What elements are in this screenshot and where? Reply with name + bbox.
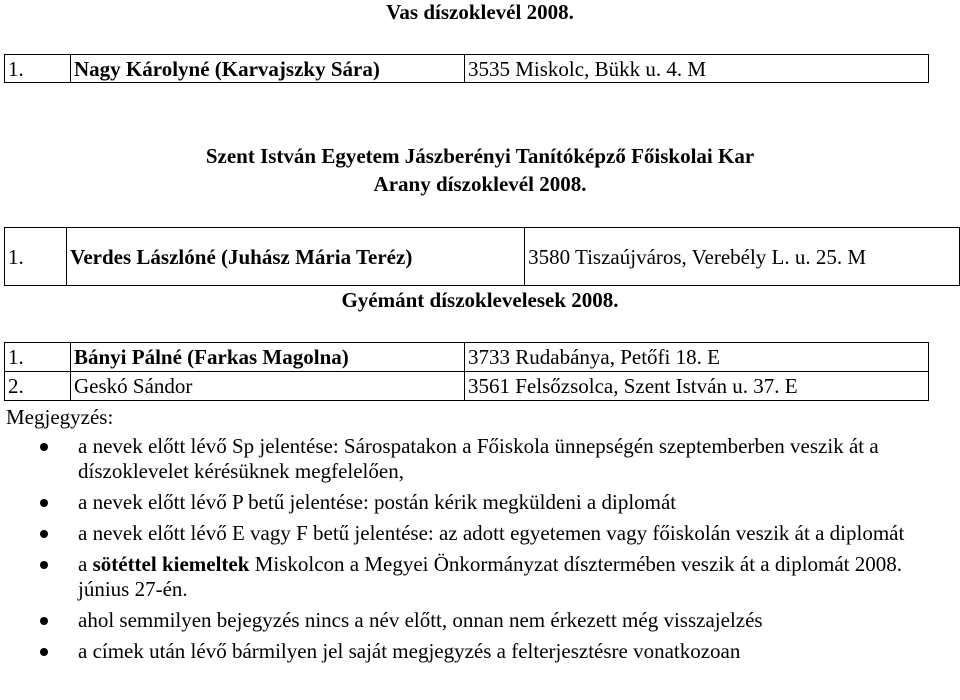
note-text-bold: sötéttel kiemeltek — [92, 552, 250, 576]
row-number: 1. — [5, 343, 71, 372]
note-text-suffix: Miskolcon a Megyei Önkormányzat dísztermében veszik át a diplomát 2008. június 27-én. — [78, 552, 903, 601]
notes-list — [0, 434, 960, 670]
bullet-icon — [40, 499, 48, 507]
row-address: 3561 Felsőzsolca, Szent István u. 37. E — [465, 372, 929, 401]
row-address: 3580 Tiszaújváros, Verebély L. u. 25. M — [525, 228, 960, 286]
note-text-prefix: a — [78, 552, 93, 576]
note-text: a nevek előtt lévő Sp jelentése: Sárospatakon a Főiskola ünnepségén szeptemberben veszik át a díszoklevelet kérésüknek megfelelően, — [78, 434, 879, 483]
bullet-icon — [40, 530, 48, 538]
row-number: 2. — [5, 372, 71, 401]
gold-diploma-title: Arany díszoklevél 2008. — [373, 172, 587, 196]
bullet-icon — [40, 648, 48, 656]
table-row — [5, 228, 960, 286]
row-name: Verdes Lászlóné (Juhász Mária Teréz) — [67, 228, 525, 286]
note-text: a nevek előtt lévő E vagy F betű jelentése: az adott egyetemen vagy főiskolán veszik át a diplomát — [78, 521, 905, 545]
row-address: 3535 Miskolc, Bükk u. 4. M — [465, 55, 929, 83]
list-item — [0, 490, 960, 515]
bullet-icon — [40, 617, 48, 625]
list-item — [0, 608, 960, 633]
list-item — [0, 434, 960, 484]
note-text: a nevek előtt lévő P betű jelentése: postán kérik megküldeni a diplomát — [78, 490, 677, 514]
gold-diploma-table — [4, 227, 960, 286]
table-row — [5, 372, 929, 401]
notes-label: Megjegyzés: — [6, 405, 114, 429]
row-address: 3733 Rudabánya, Petőfi 18. E — [465, 343, 929, 372]
row-name: Nagy Károlyné (Karvajszky Sára) — [71, 55, 465, 83]
list-item — [0, 521, 960, 546]
institution-title: Szent István Egyetem Jászberényi Tanítóképző Főiskolai Kar — [205, 144, 755, 168]
row-number: 1. — [5, 55, 71, 83]
note-text: a címek után lévő bármilyen jel saját megjegyzés a felterjesztésre vonatkozoan — [78, 639, 741, 663]
row-number: 1. — [5, 228, 67, 286]
bullet-icon — [40, 443, 48, 451]
bullet-icon — [40, 561, 48, 569]
row-name: Geskó Sándor — [71, 372, 465, 401]
note-text: ahol semmilyen bejegyzés nincs a név előtt, onnan nem érkezett még visszajelzés — [78, 608, 763, 632]
table-row — [5, 55, 929, 83]
table-row — [5, 343, 929, 372]
row-name: Bányi Pálné (Farkas Magolna) — [71, 343, 465, 372]
iron-diploma-title: Vas díszoklevél 2008. — [386, 0, 574, 24]
diamond-diploma-title: Gyémánt díszoklevelesek 2008. — [341, 288, 619, 312]
iron-diploma-table — [4, 54, 929, 83]
list-item — [0, 552, 960, 602]
diamond-diploma-table — [4, 342, 929, 401]
list-item — [0, 639, 960, 664]
